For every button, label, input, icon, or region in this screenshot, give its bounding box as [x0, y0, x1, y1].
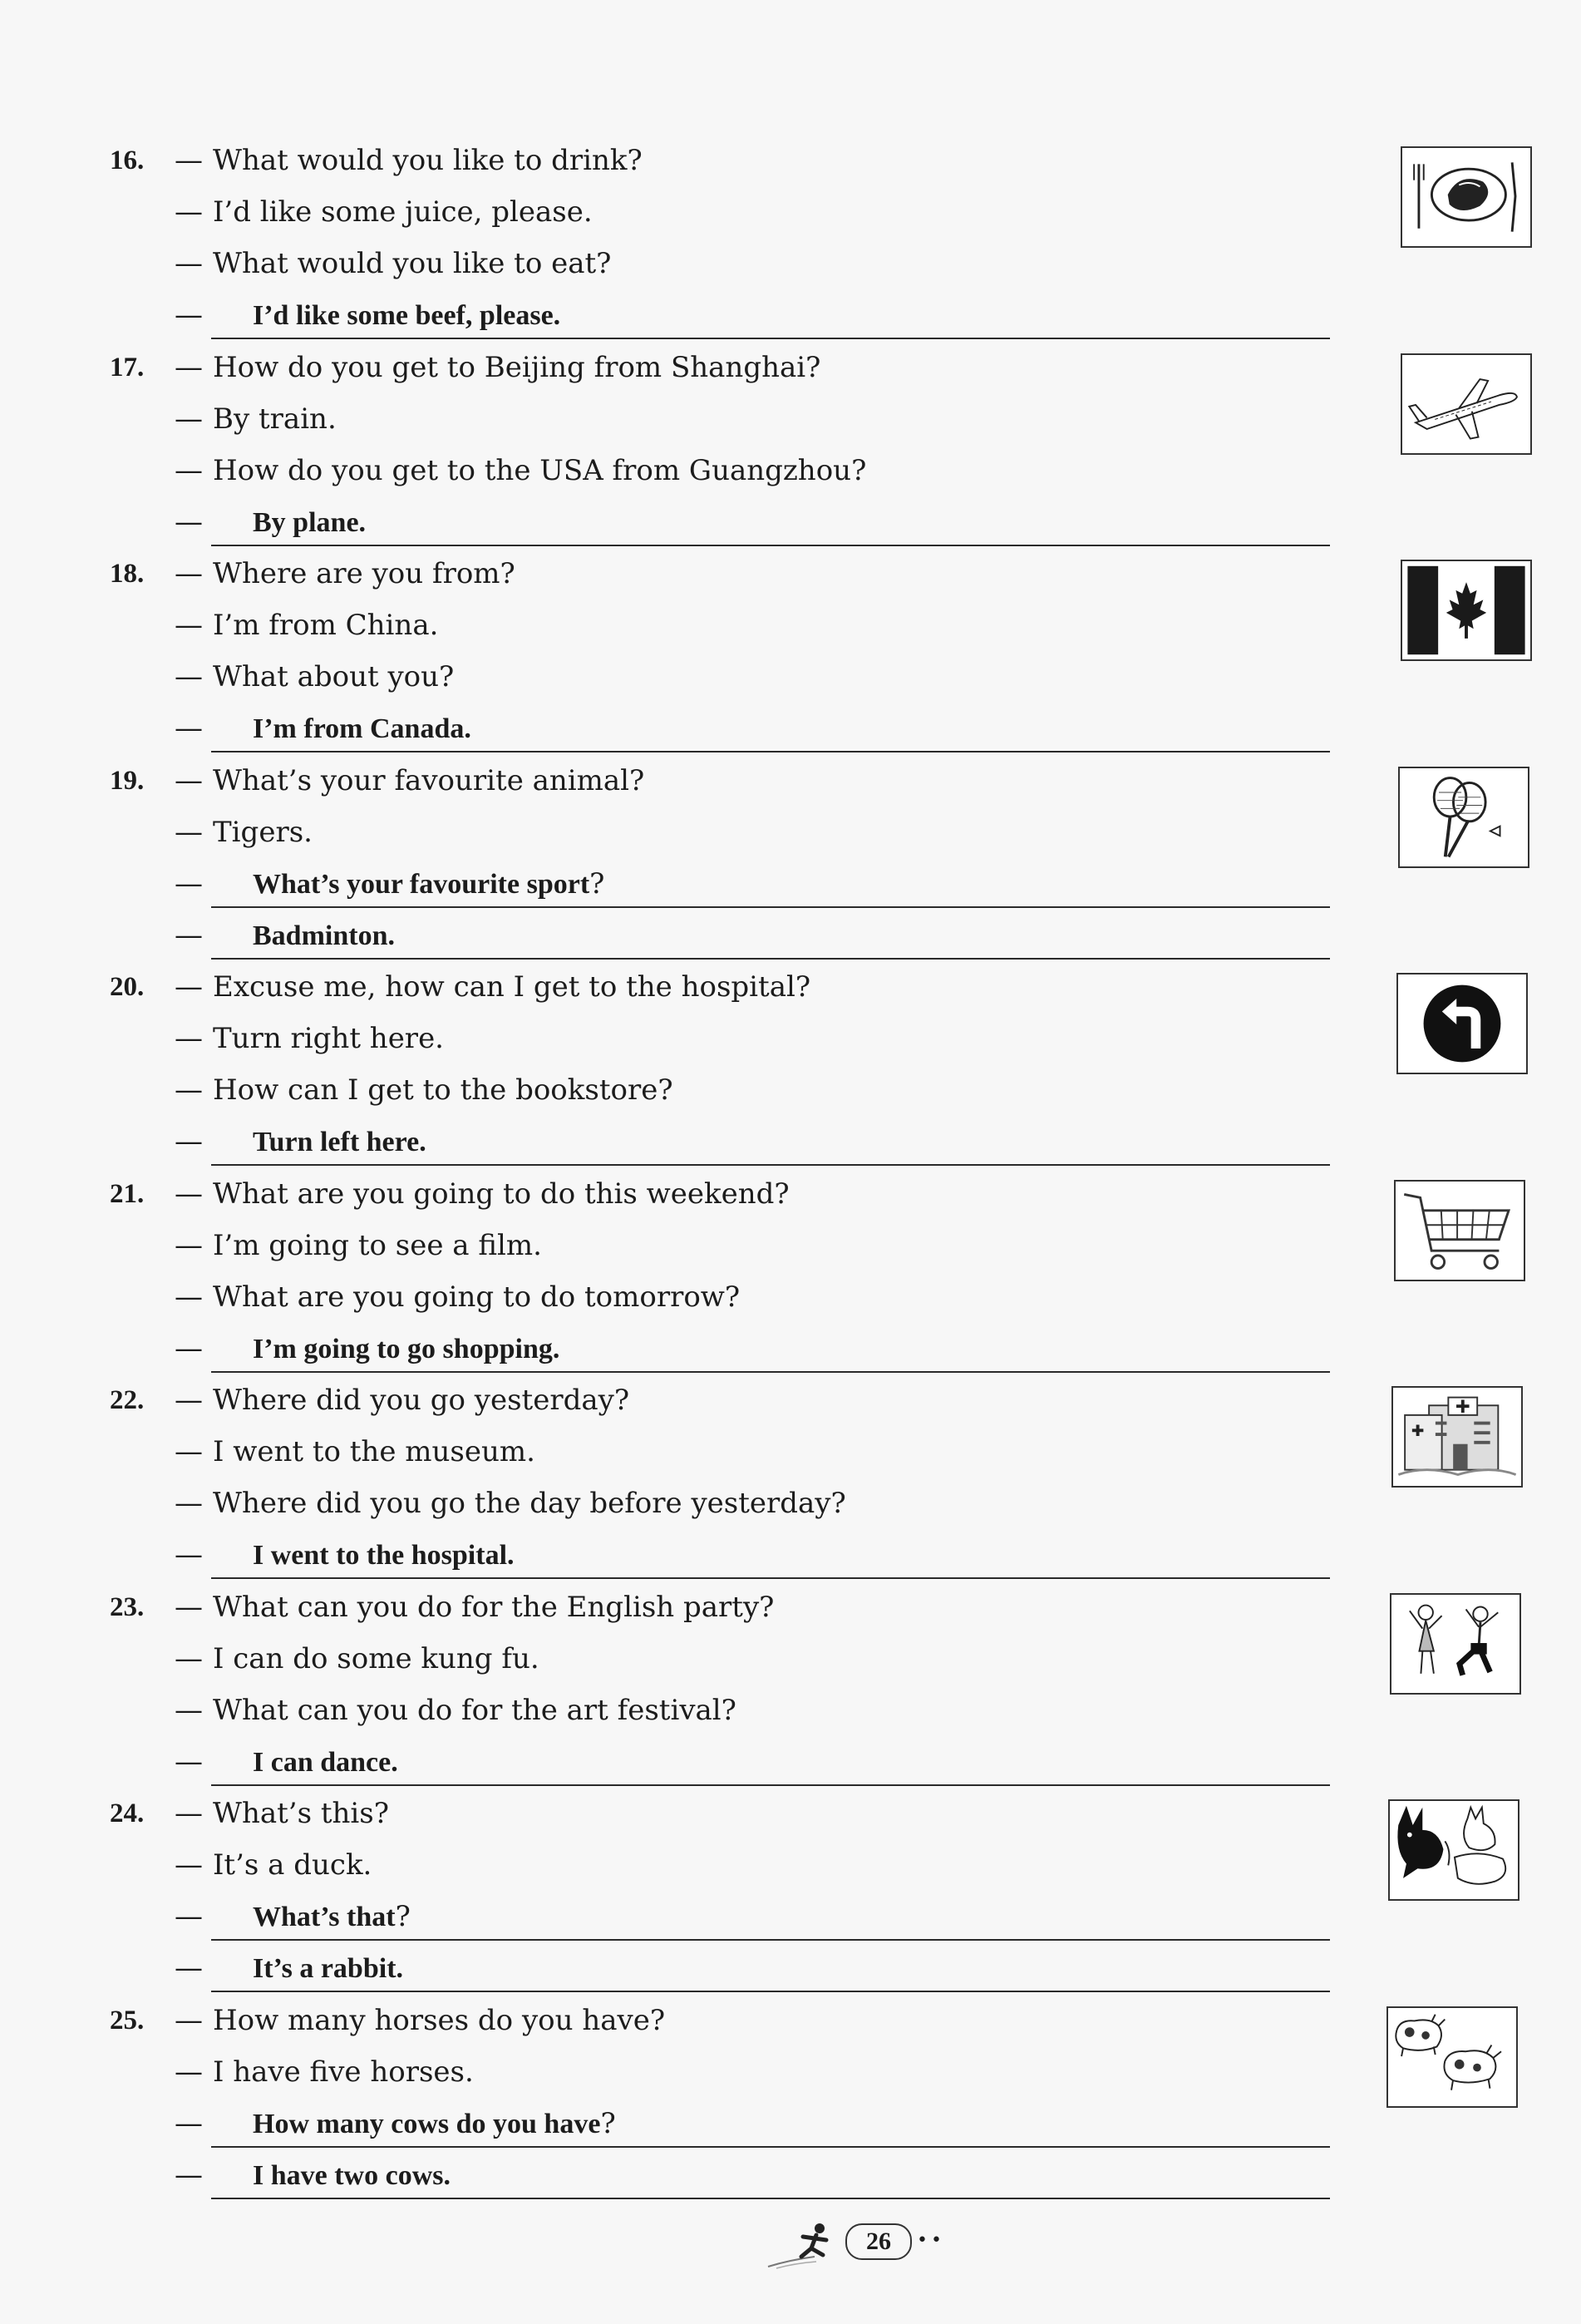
dialogue-line [175, 1220, 542, 1271]
shopping-cart-icon [1394, 1180, 1525, 1281]
question-block [0, 1788, 1581, 1994]
dialogue-text: What can you do for the English party? [213, 1590, 775, 1624]
answer-dash: — [175, 866, 203, 900]
dialogue-text: It’s a duck. [213, 1848, 372, 1882]
dialogue-text: How do you get to Beijing from Shanghai? [213, 350, 821, 384]
answer-dash: — [175, 1744, 203, 1779]
dialogue-dash: — [175, 144, 203, 177]
question-block [0, 342, 1581, 548]
answer-text: I’m from Canada. [253, 713, 471, 744]
answer-dash: — [175, 1125, 203, 1158]
dialogue-dash: — [175, 1435, 203, 1468]
dialogue-dash: — [175, 2003, 203, 2037]
dialogue-line [175, 651, 454, 703]
answer-line [175, 1116, 1330, 1167]
page-footer [0, 2212, 1581, 2278]
answer-line [175, 910, 1330, 961]
answer-dash: — [175, 1331, 203, 1365]
answer-line [175, 496, 1330, 548]
dialogue-text: How do you get to the USA from Guangzhou? [213, 453, 867, 487]
dialogue-line [175, 1271, 740, 1323]
answer-line [175, 1529, 1330, 1581]
answer-text: Turn left here. [253, 1127, 426, 1157]
dialogue-dash: — [175, 453, 203, 487]
dialogue-line [175, 186, 593, 238]
dialogue-line [175, 1064, 673, 1116]
answer-line [175, 1891, 1330, 1942]
answer-text: I can dance. [253, 1746, 398, 1778]
dialogue-line [175, 548, 515, 600]
dialogue-text: What are you going to do this weekend? [213, 1177, 790, 1211]
answer-line [175, 1323, 1330, 1374]
dialogue-text: Tigers. [213, 815, 313, 849]
dialogue-line [175, 1581, 774, 1633]
dialogue-line [175, 2046, 474, 2098]
answer-line [175, 703, 1330, 754]
answer-dash: — [175, 1951, 203, 1985]
dialogue-dash: — [175, 660, 203, 693]
question-block [0, 755, 1581, 961]
dialogue-dash: — [175, 1384, 203, 1417]
answer-punctuation: ? [600, 2106, 616, 2140]
dialogue-line [175, 393, 337, 445]
question-block [0, 1995, 1581, 2201]
answer-text: What’s your favourite sport? [253, 866, 605, 900]
dialogue-line [175, 342, 820, 393]
dialogue-line [175, 1685, 736, 1736]
dialogue-text: Where are you from? [213, 557, 515, 590]
answer-line [175, 2149, 1330, 2201]
dialogue-dash: — [175, 1693, 203, 1727]
dialogue-text: I’d like some juice, please. [213, 195, 593, 229]
dialogue-text: How can I get to the bookstore? [213, 1073, 673, 1107]
runner-logo-icon [765, 2218, 845, 2272]
dialogue-text: Excuse me, how can I get to the hospital? [213, 970, 811, 1004]
dialogue-dash: — [175, 195, 203, 229]
dancers-icon [1390, 1593, 1521, 1695]
dialogue-dash: — [175, 557, 203, 590]
dialogue-dash: — [175, 1848, 203, 1882]
answer-line [175, 289, 1330, 341]
dialogue-text: What are you going to do tomorrow? [213, 1280, 741, 1314]
dialogue-line [175, 1168, 790, 1220]
dialogue-dash: — [175, 1590, 203, 1624]
question-number: 24. [110, 1799, 145, 1828]
canada-flag-icon [1401, 560, 1532, 661]
question-block [0, 1374, 1581, 1581]
steak-plate-icon [1401, 146, 1532, 248]
question-block [0, 1581, 1581, 1788]
dialogue-line [175, 1633, 539, 1685]
question-number: 18. [110, 559, 145, 589]
question-number: 20. [110, 972, 145, 1002]
question-number: 21. [110, 1178, 145, 1209]
dialogue-line [175, 1374, 629, 1426]
answer-text: It’s a rabbit. [253, 1953, 404, 1984]
question-number: 25. [110, 2005, 145, 2035]
answer-line [175, 1736, 1330, 1788]
answer-underline [211, 545, 1330, 546]
dialogue-line [175, 445, 866, 496]
answer-text: I’m going to go shopping. [253, 1333, 560, 1364]
dialogue-text: Where did you go yesterday? [213, 1384, 630, 1417]
dialogue-line [175, 1013, 444, 1064]
answer-line [175, 858, 1330, 910]
question-block [0, 135, 1581, 341]
answer-dash: — [175, 712, 203, 745]
dialogue-dash: — [175, 1797, 203, 1830]
dialogue-line [175, 1995, 665, 2046]
question-number: 23. [110, 1591, 145, 1622]
dialogue-line [175, 600, 438, 651]
dialogue-dash: — [175, 402, 203, 436]
answer-text: Badminton. [253, 920, 395, 951]
answer-dash: — [175, 1538, 203, 1572]
dialogue-line [175, 1478, 846, 1529]
answer-dash: — [175, 2106, 203, 2140]
dialogue-dash: — [175, 2055, 203, 2089]
answer-line [175, 2098, 1330, 2149]
dialogue-text: What would you like to drink? [213, 144, 643, 177]
dialogue-text: What can you do for the art festival? [213, 1693, 736, 1727]
question-number: 19. [110, 765, 145, 796]
answer-punctuation: ? [395, 1900, 411, 1933]
dialogue-dash: — [175, 609, 203, 642]
dialogue-dash: — [175, 1280, 203, 1314]
cows-icon [1386, 2006, 1518, 2108]
dialogue-dash: — [175, 1487, 203, 1520]
dialogue-dash: — [175, 763, 203, 797]
dialogue-dash: — [175, 1641, 203, 1675]
question-number: 22. [110, 1385, 145, 1415]
dialogue-text: I’m going to see a film. [213, 1228, 542, 1262]
answer-text: I have two cows. [253, 2159, 451, 2191]
answer-dash: — [175, 2158, 203, 2192]
answer-dash: — [175, 1900, 203, 1933]
question-number: 17. [110, 352, 145, 382]
answer-text: I went to the hospital. [253, 1540, 515, 1571]
dialogue-dash: — [175, 247, 203, 280]
page-number: 26 [845, 2223, 912, 2260]
question-block [0, 961, 1581, 1167]
badminton-icon [1398, 767, 1529, 868]
dialogue-text: How many horses do you have? [213, 2003, 666, 2037]
dialogue-text: I have five horses. [213, 2055, 474, 2089]
dialogue-line [175, 1839, 372, 1891]
dialogue-text: I can do some kung fu. [213, 1641, 539, 1675]
dialogue-text: By train. [213, 402, 337, 436]
dialogue-text: What’s this? [213, 1797, 389, 1830]
dialogue-dash: — [175, 970, 203, 1004]
dialogue-dash: — [175, 350, 203, 384]
answer-text: How many cows do you have? [253, 2106, 616, 2140]
answer-text: By plane. [253, 506, 367, 538]
dialogue-dash: — [175, 1228, 203, 1262]
dialogue-line [175, 238, 611, 289]
question-number: 16. [110, 146, 145, 175]
dialogue-line [175, 135, 643, 186]
footer-dots: •• [917, 2230, 945, 2251]
dialogue-text: I went to the museum. [213, 1435, 535, 1468]
answer-dash: — [175, 299, 203, 332]
dialogue-line [175, 1426, 535, 1478]
dialogue-dash: — [175, 1073, 203, 1107]
dialogue-text: Where did you go the day before yesterday? [213, 1487, 846, 1520]
answer-line [175, 1942, 1330, 1994]
dialogue-line [175, 1788, 389, 1839]
answer-text: I’d like some beef, please. [253, 300, 561, 331]
dialogue-text: Turn right here. [213, 1022, 444, 1055]
dialogue-text: I’m from China. [213, 609, 439, 642]
dialogue-dash: — [175, 1177, 203, 1211]
answer-dash: — [175, 918, 203, 952]
dialogue-line [175, 807, 313, 858]
hospital-building-icon [1391, 1386, 1523, 1488]
rabbits-icon [1388, 1799, 1519, 1901]
question-block [0, 1168, 1581, 1374]
dialogue-line [175, 961, 810, 1013]
dialogue-text: What’s your favourite animal? [213, 763, 645, 797]
airplane-icon [1401, 353, 1532, 455]
answer-punctuation: ? [589, 866, 605, 900]
answer-text: What’s that? [253, 1900, 411, 1933]
dialogue-dash: — [175, 1022, 203, 1055]
question-block [0, 548, 1581, 754]
dialogue-text: What about you? [213, 660, 455, 693]
dialogue-dash: — [175, 815, 203, 849]
dialogue-line [175, 755, 644, 807]
answer-dash: — [175, 505, 203, 539]
turn-left-sign-icon [1396, 973, 1528, 1074]
dialogue-text: What would you like to eat? [213, 247, 612, 280]
